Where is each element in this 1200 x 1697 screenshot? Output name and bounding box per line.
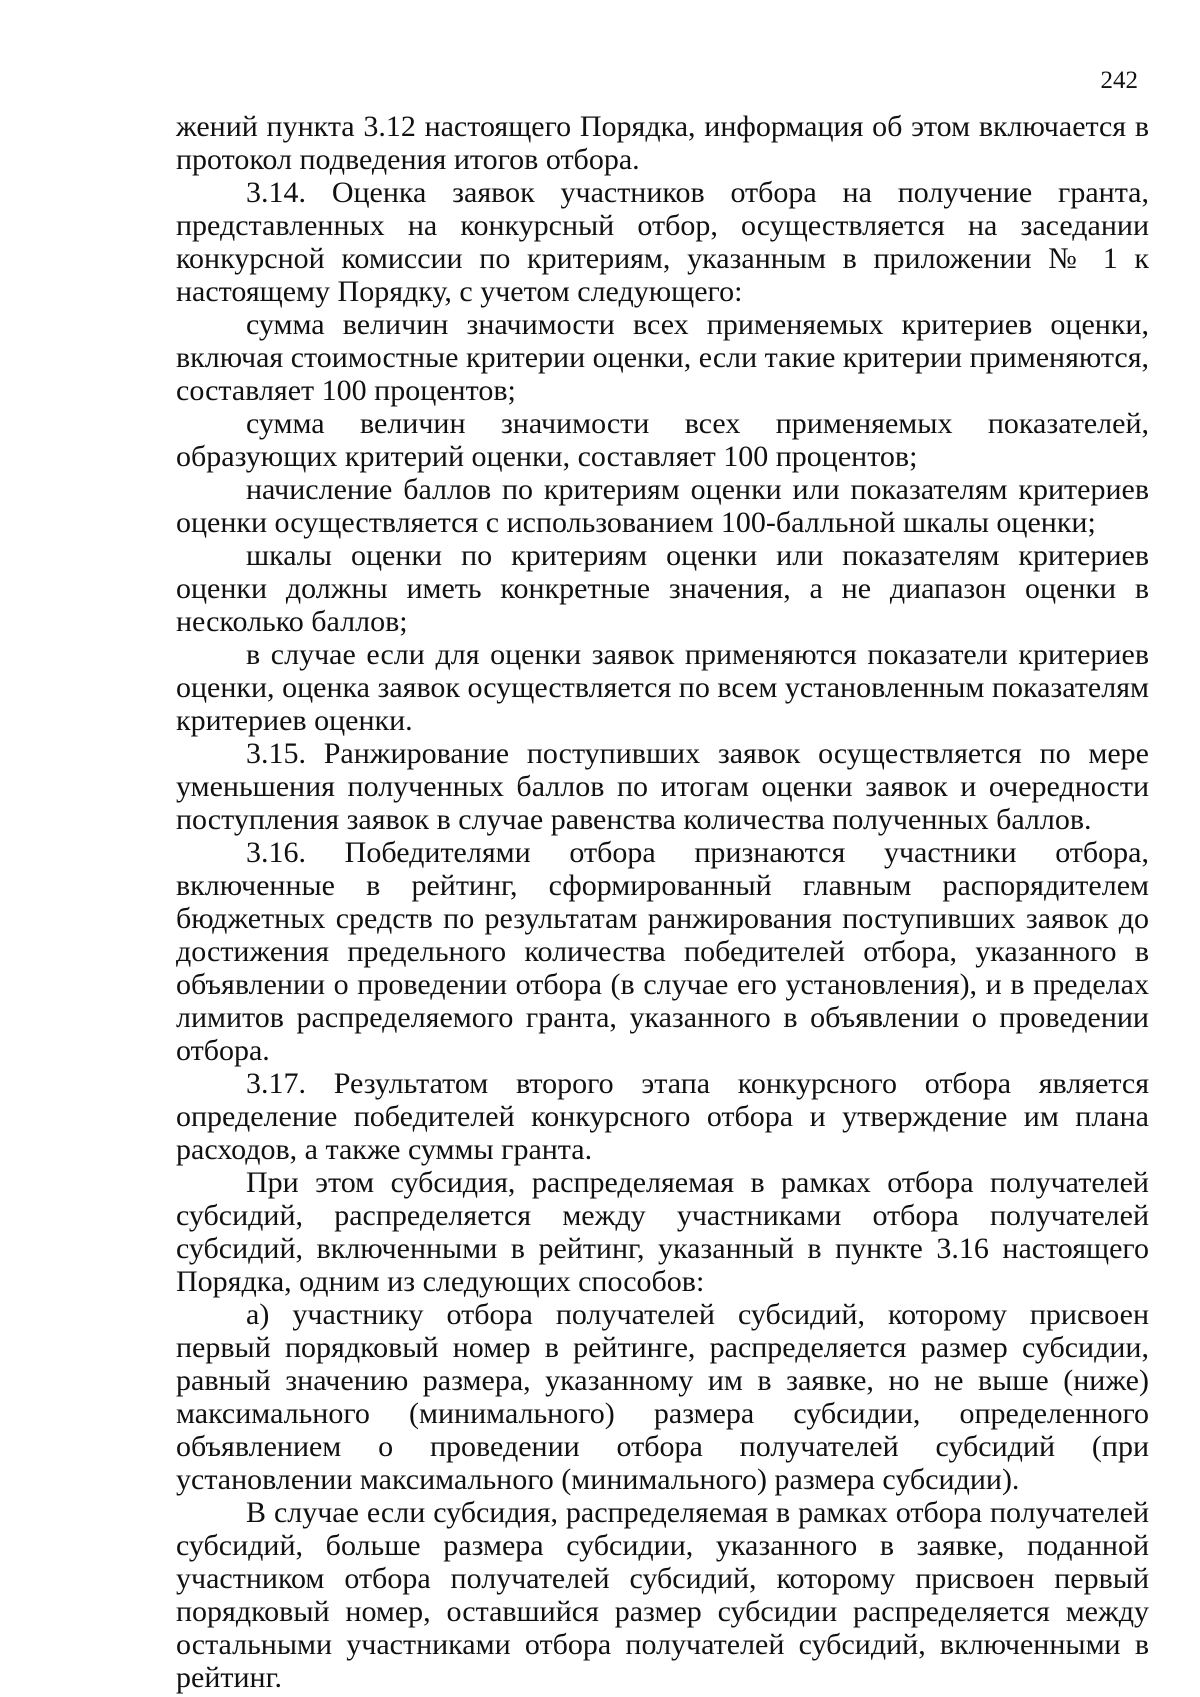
paragraph-scoring-scale: начисление баллов по критериям оценки или показателям критериев оценки осуществляется с использованием 100-балльной шкалы оценки; (176, 473, 1149, 539)
paragraph-continuation: жений пункта 3.12 настоящего Порядка, информация об этом включается в протокол подведения итогов отбора. (176, 110, 1149, 176)
paragraph-3-14: 3.14. Оценка заявок участников отбора на получение гранта, представленных на конкурсный отбор, осуществляется на заседании конкурсной комиссии по критериям, указанным в приложении № 1 к настоящему Порядку, с учетом следующего: (176, 176, 1149, 308)
paragraph-indicators-evaluation: в случае если для оценки заявок применяются показатели критериев оценки, оценка заявок осуществляется по всем установленным показателям критериев оценки. (176, 638, 1149, 737)
paragraph-remaining-distribution: В случае если субсидия, распределяемая в рамках отбора получателей субсидий, больше размера субсидии, указанного в заявке, поданной участником отбора получателей субсидий, которому присвоен первый порядковый номер, оставшийся размер субсидии распределяется между остальными участниками отбора получателей субсидий, включенными в рейтинг. (176, 1496, 1149, 1694)
paragraph-3-16: 3.16. Победителями отбора признаются участники отбора, включенные в рейтинг, сформированный главным распорядителем бюджетных средств по результатам ранжирования поступивших заявок до достижения предельного количества победителей отбора, указанного в объявлении о проведении отбора (в случае его установления), и в пределах лимитов распределяемого гранта, указанного в объявлении о проведении отбора. (176, 836, 1149, 1067)
paragraph-indicators-sum: сумма величин значимости всех применяемых показателей, образующих критерий оценки, составляет 100 процентов; (176, 407, 1149, 473)
paragraph-scale-values: шкалы оценки по критериям оценки или показателям критериев оценки должны иметь конкретные значения, а не диапазон оценки в несколько баллов; (176, 539, 1149, 638)
paragraph-method-a: а) участнику отбора получателей субсидий, которому присвоен первый порядковый номер в рейтинге, распределяется размер субсидии, равный значению размера, указанному им в заявке, но не выше (ниже) максимального (минимального) размера субсидии, определенного объявлением о проведении отбора получателей субсидий (при установлении максимального (минимального) размера субсидии). (176, 1298, 1149, 1496)
document-body (176, 110, 1149, 1694)
paragraph-distribution-methods: При этом субсидия, распределяемая в рамках отбора получателей субсидий, распределяется между участниками отбора получателей субсидий, включенными в рейтинг, указанный в пункте 3.16 настоящего Порядка, одним из следующих способов: (176, 1166, 1149, 1298)
paragraph-3-15: 3.15. Ранжирование поступивших заявок осуществляется по мере уменьшения полученных баллов по итогам оценки заявок и очередности поступления заявок в случае равенства количества полученных баллов. (176, 737, 1149, 836)
page-number: 242 (1100, 67, 1138, 94)
paragraph-criteria-sum: сумма величин значимости всех применяемых критериев оценки, включая стоимостные критерии оценки, если такие критерии применяются, составляет 100 процентов; (176, 308, 1149, 407)
paragraph-3-17: 3.17. Результатом второго этапа конкурсного отбора является определение победителей конкурсного отбора и утверждение им плана расходов, а также суммы гранта. (176, 1067, 1149, 1166)
